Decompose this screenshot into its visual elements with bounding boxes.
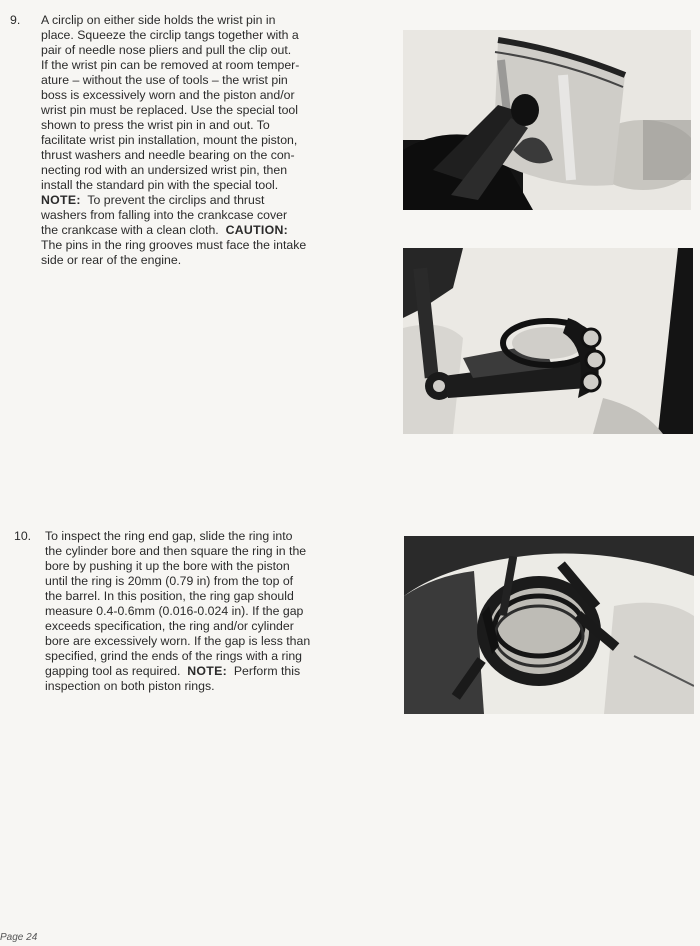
text-line: until the ring is 20mm (0.79 in) from the top of [45,574,294,588]
text-line: thrust washers and needle bearing on the con- [41,148,295,162]
text-line: To inspect the ring end gap, slide the ring into [45,529,293,543]
text-line: inspection on both piston rings. [45,679,215,693]
note-line [45,664,347,679]
text-line: A circlip on either side holds the wrist pin in [41,13,276,27]
note-text: the crankcase with a clean cloth. [41,223,219,237]
text-line: bore are excessively worn. If the gap is less than [45,634,311,648]
text-line: bore by pushing it up the bore with the piston [45,559,290,573]
text-line: place. Squeeze the circlip tangs together with a [41,28,299,42]
note-line [41,193,347,208]
text-line: If the wrist pin can be removed at room temper- [41,58,300,72]
note-label: NOTE: [187,664,227,678]
text-line: boss is excessively worn and the piston and/or [41,88,295,102]
step-number: 9. [10,13,21,27]
photo-special-tool-wrist-pin [403,248,693,434]
text-line: pair of needle nose pliers and pull the clip out. [41,43,292,57]
text-line: facilitate wrist pin installation, mount the piston, [41,133,298,147]
page-number: Page 24 [0,932,38,943]
text-line: washers from falling into the crankcase cover [41,208,288,222]
text-line: specified, grind the ends of the rings with a ring [45,649,303,663]
photo-wrist-pin-circlip [403,30,691,210]
text-line: install the standard pin with the special tool. [41,178,279,192]
text-line: the cylinder bore and then square the ring in the [45,544,307,558]
step-10-text [45,529,347,694]
text-line: gapping tool as required. [45,664,181,678]
photo-ring-gap-inspection [404,536,694,714]
step-9-text [41,13,347,268]
note-text: Perform this [233,664,301,678]
caution-label: CAUTION: [225,223,289,237]
text-line: shown to press the wrist pin in and out. To [41,118,270,132]
step-number: 10. [14,529,32,543]
caution-line [41,223,347,238]
text-line: side or rear of the engine. [41,253,182,267]
text-line: The pins in the ring grooves must face the intake [41,238,307,252]
text-line: ature – without the use of tools – the wrist pin [41,73,288,87]
note-text: To prevent the circlips and thrust [87,193,265,207]
text-line: the barrel. In this position, the ring gap should [45,589,294,603]
text-line: measure 0.4-0.6mm (0.016-0.024 in). If the gap [45,604,304,618]
text-line: necting rod with an undersized wrist pin, then [41,163,288,177]
note-label: NOTE: [41,193,81,207]
text-line: wrist pin must be replaced. Use the special tool [41,103,298,117]
text-line: exceeds specification, the ring and/or cylinder [45,619,294,633]
